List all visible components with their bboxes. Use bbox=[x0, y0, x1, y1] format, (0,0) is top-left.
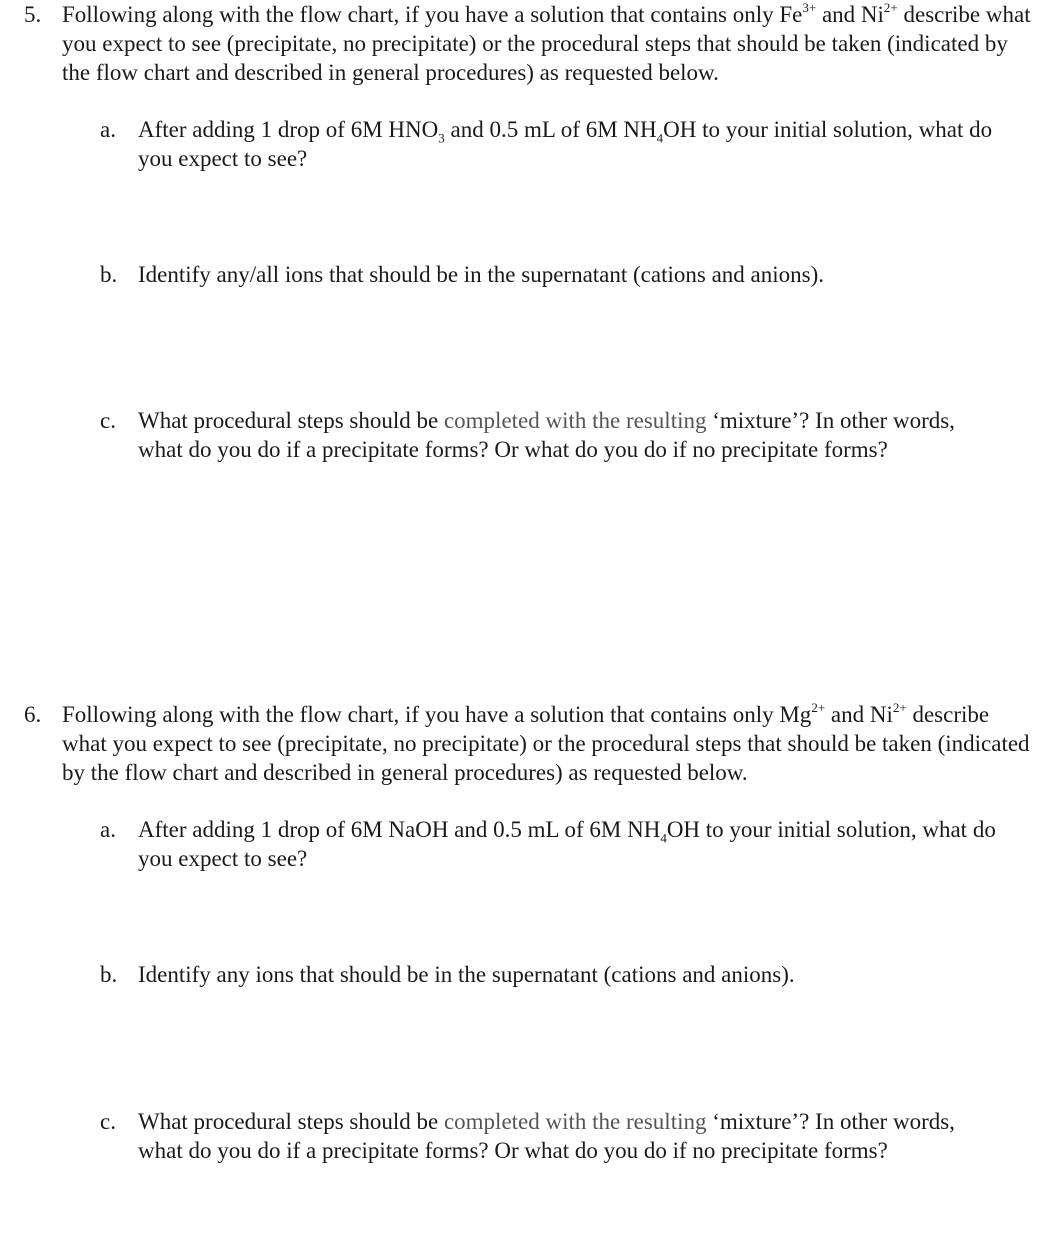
part-text: Identify any ions that should be in the supernatant (cations and anions). bbox=[138, 962, 795, 987]
part-letter: b. bbox=[100, 262, 118, 287]
question-5a bbox=[100, 115, 1000, 173]
part-text: After adding 1 drop of 6M NaOH and 0.5 mL of 6M $NH_4OH$ to your initial solution, what do you expect to see? bbox=[138, 817, 996, 871]
part-text: What procedural steps should be completed with the resulting ‘mixture’? In other words, what do you do if a precipitate forms? Or what do you do if no precipitate forms? bbox=[138, 1109, 955, 1163]
part-letter: b. bbox=[100, 962, 118, 987]
part-letter: c. bbox=[100, 1109, 116, 1134]
question-6 bbox=[24, 700, 1034, 787]
part-text: After adding 1 drop of 6M $HNO_3$ and 0.5 mL of 6M $NH_4OH$ to your initial solution, what do you expect to see? bbox=[138, 117, 993, 171]
question-stem: Following along with the flow chart, if you have a solution that contains only $Fe^{3+}$ and $Ni^{2+}$ describe what you expect to see (precipitate, no precipitate) or the procedural steps that should be taken (indicated by the flow chart and described in general procedures) as requested below. bbox=[62, 0, 1031, 85]
part-text: Identify any/all ions that should be in the supernatant (cations and anions). bbox=[138, 262, 825, 287]
part-letter: a. bbox=[100, 817, 116, 842]
charge-superscript: 2+ bbox=[811, 700, 826, 716]
charge-superscript: 2+ bbox=[892, 700, 907, 716]
question-5c bbox=[100, 406, 1000, 464]
question-number: 6. bbox=[24, 702, 42, 727]
question-6b bbox=[100, 960, 1000, 989]
question-number: 5. bbox=[24, 2, 42, 27]
part-text: What procedural steps should be completed with the resulting ‘mixture’? In other words, what do you do if a precipitate forms? Or what do you do if no precipitate forms? bbox=[138, 408, 955, 462]
part-letter: a. bbox=[100, 117, 116, 142]
question-6c bbox=[100, 1107, 1000, 1165]
question-stem: Following along with the flow chart, if you have a solution that contains only $Mg^{2+}$ and $Ni^{2+}$ describe what you expect to see (precipitate, no precipitate) or the procedural steps that should be taken (indicated by the flow chart and described in general procedures) as requested below. bbox=[62, 700, 1030, 785]
charge-superscript: 3+ bbox=[802, 0, 817, 16]
part-letter: c. bbox=[100, 408, 116, 433]
question-5 bbox=[24, 0, 1034, 87]
question-6a bbox=[100, 815, 1000, 873]
question-5b bbox=[100, 260, 1000, 289]
charge-superscript: 2+ bbox=[883, 0, 898, 16]
